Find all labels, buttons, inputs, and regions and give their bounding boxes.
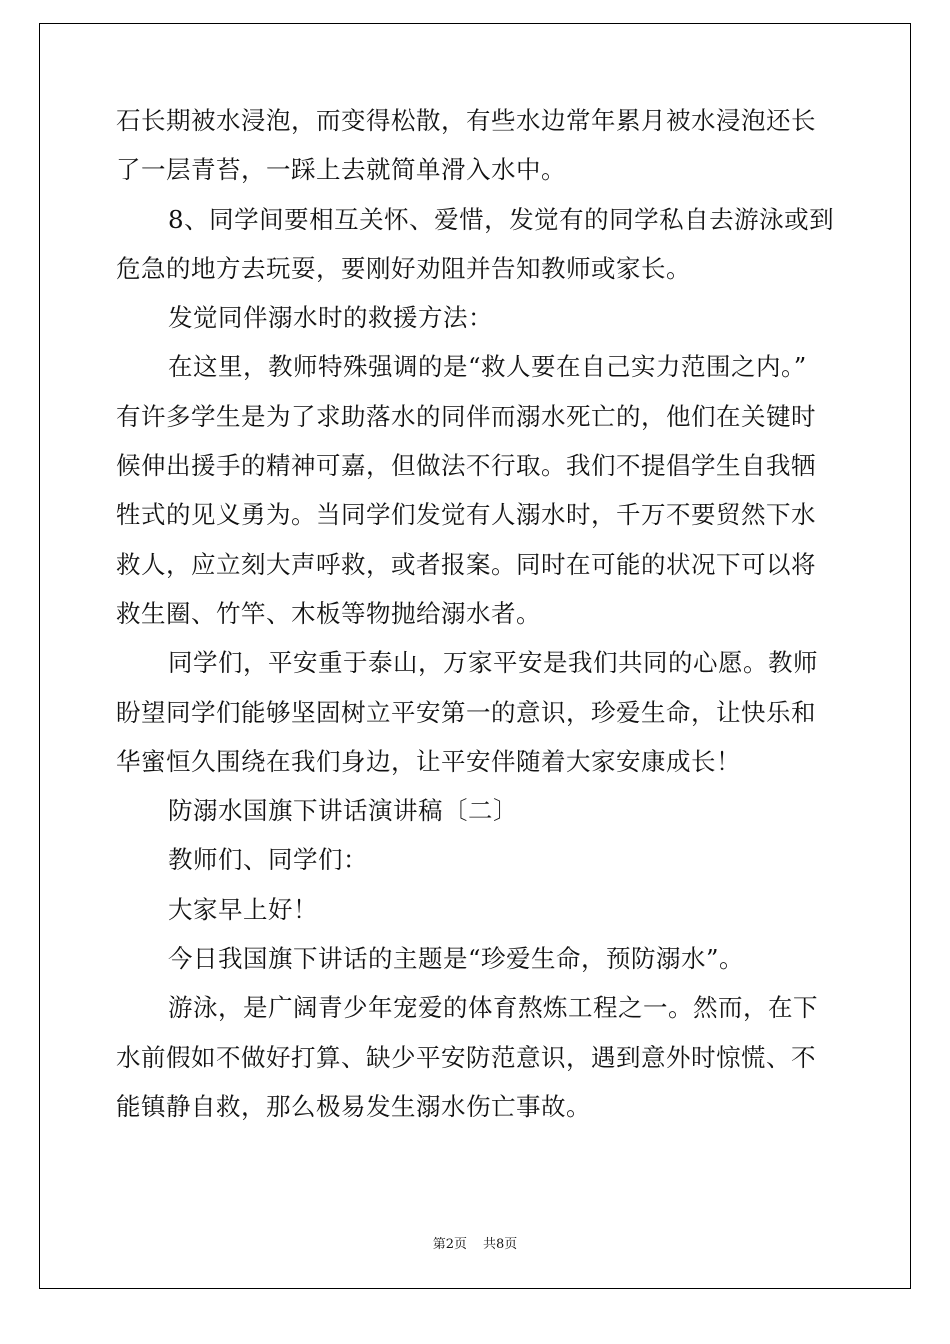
paragraph [116, 293, 836, 342]
paragraph-line: 游泳，是广阔青少年宠爱的体育熬炼工程之一。然而，在下 [168, 993, 818, 1023]
page-total: 共8页 [483, 1237, 518, 1252]
paragraph-line: 候伸出援手的精神可嘉，但做法不行取。我们不提倡学生自我牺 [116, 451, 816, 481]
paragraph-line: 牲式的见义勇为。当同学们发觉有人溺水时，千万不要贸然下水 [116, 500, 816, 530]
paragraph [116, 934, 836, 983]
paragraph [116, 885, 836, 934]
paragraph-line: 了一层青苔，一踩上去就简单滑入水中。 [116, 155, 566, 185]
paragraph-line: 能镇静自救，那么极易发生溺水伤亡事故。 [116, 1091, 591, 1121]
paragraph-line: 发觉同伴溺水时的救援方法： [168, 303, 493, 333]
paragraph-line: 救人，应立刻大声呼救，或者报案。同时在可能的状况下可以将 [116, 549, 816, 579]
paragraph-line: 今日我国旗下讲话的主题是“珍爱生命，预防溺水”。 [168, 944, 745, 974]
paragraph [116, 342, 836, 638]
paragraph-line: 教师们、同学们： [168, 845, 368, 875]
paragraph-line: 盼望同学们能够坚固树立平安第一的意识，珍爱生命，让快乐和 [116, 697, 816, 727]
document-body [116, 96, 836, 1131]
paragraph [116, 983, 836, 1131]
paragraph-line: 危急的地方去玩耍，要刚好劝阻并告知教师或家长。 [116, 253, 691, 283]
paragraph-line: 大家早上好！ [168, 894, 318, 924]
paragraph-line: 防溺水国旗下讲话演讲稿〔二〕 [168, 796, 518, 826]
paragraph-line: 华蜜恒久围绕在我们身边，让平安伴随着大家安康成长！ [116, 746, 741, 776]
paragraph-line: 在这里，教师特殊强调的是“救人要在自己实力范围之内。” [168, 352, 807, 382]
paragraph [116, 96, 836, 195]
paragraph [116, 786, 836, 835]
paragraph-line: 8、同学间要相互关怀、爱惜，发觉有的同学私自去游泳或到 [168, 204, 835, 234]
page-footer [0, 1233, 950, 1252]
paragraph [116, 835, 836, 884]
paragraph [116, 195, 836, 294]
paragraph-line: 石长期被水浸泡，而变得松散，有些水边常年累月被水浸泡还长 [116, 106, 816, 135]
paragraph-line: 同学们，平安重于泰山，万家平安是我们共同的心愿。教师 [168, 648, 818, 678]
paragraph-line: 救生圈、竹竿、木板等物抛给溺水者。 [116, 598, 541, 628]
paragraph-line: 有许多学生是为了求助落水的同伴而溺水死亡的，他们在关键时 [116, 401, 816, 431]
paragraph-line: 水前假如不做好打算、缺少平安防范意识，遇到意外时惊慌、不 [116, 1042, 816, 1072]
page-number: 第2页 [432, 1237, 467, 1252]
paragraph [116, 638, 836, 786]
